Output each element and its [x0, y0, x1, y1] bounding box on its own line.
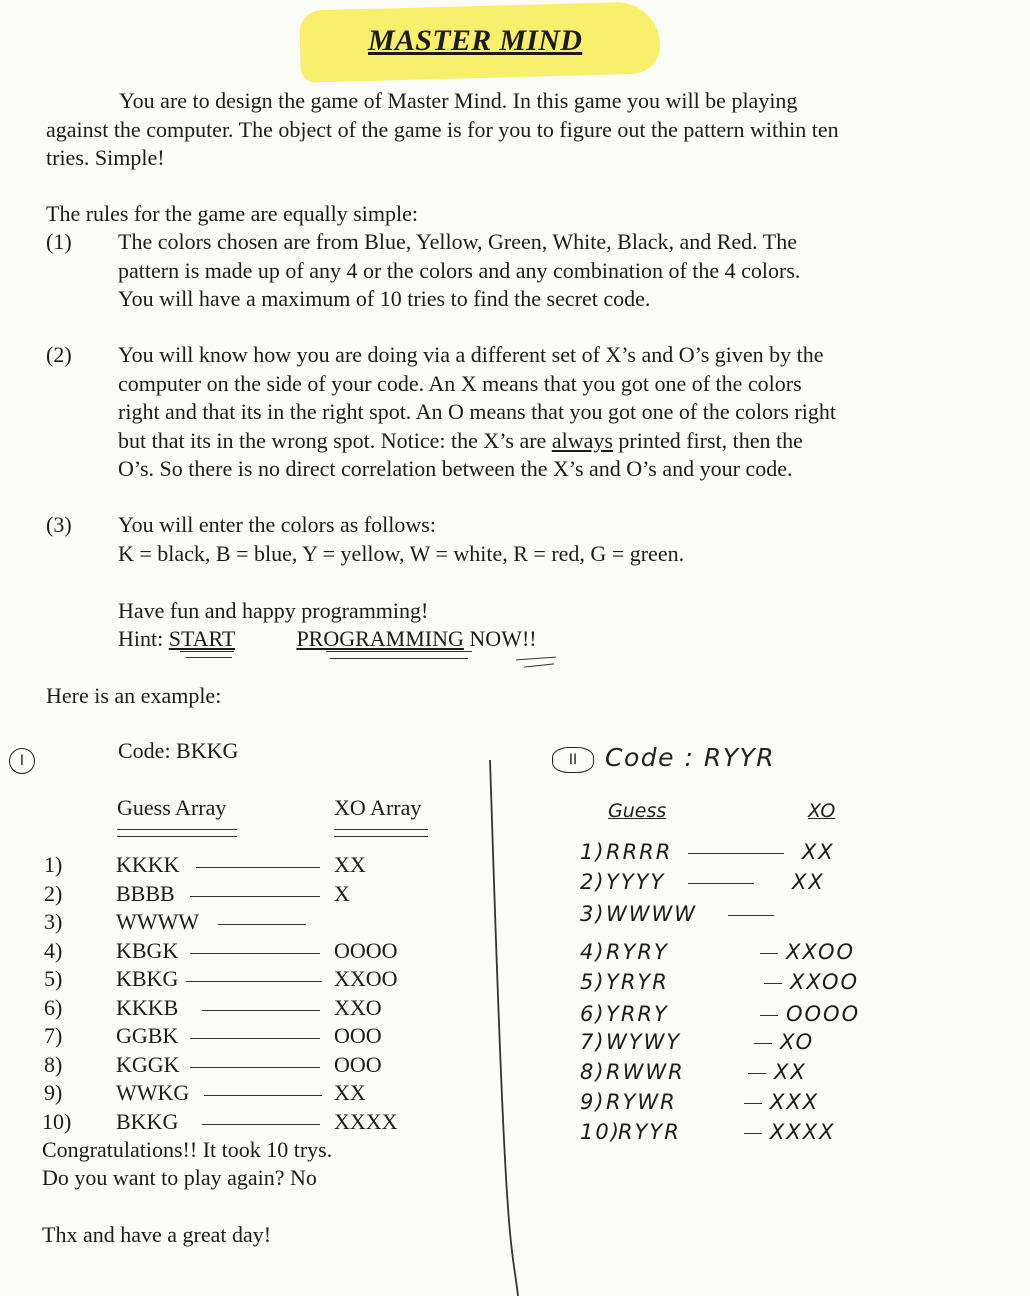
guess-cell: KKKK: [116, 852, 180, 877]
handwritten-row-number: 8): [580, 1060, 606, 1084]
rule-2-text: [118, 341, 836, 484]
table-row: [0, 880, 480, 909]
rule-2-number: (2): [46, 342, 72, 367]
handwritten-xo: OOOO: [786, 1002, 861, 1026]
handwritten-dash: [744, 1133, 762, 1134]
leader-line: [190, 1038, 320, 1039]
rule-1-number: (1): [46, 229, 72, 254]
leader-line: [204, 1095, 322, 1096]
handwritten-header-xo: XO: [808, 800, 836, 822]
intro-paragraph: [46, 87, 839, 173]
handwritten-dash: [754, 1043, 772, 1044]
handwritten-guess: RYWR: [606, 1090, 677, 1114]
rule-2-fragment: but that its in the wrong spot. Notice: the X’s are: [118, 427, 552, 453]
pen-underline-stroke: [180, 651, 234, 652]
hint-now: NOW!!: [463, 626, 537, 651]
rule-1-line: pattern is made up of any 4 or the colors and any combination of the 4 colors.: [118, 257, 801, 283]
double-rule: [117, 829, 237, 837]
handwritten-row: [580, 1120, 880, 1150]
handwritten-guess: YRRY: [606, 1002, 669, 1026]
guess-cell: KBKG: [116, 966, 179, 991]
leader-line: [190, 896, 320, 897]
intro-line-2: against the computer. The object of the game is for you to figure out the pattern within ten: [46, 116, 839, 142]
guess-cell: BBBB: [116, 880, 175, 906]
leader-line: [202, 1010, 320, 1011]
color-key-line: K = black, B = blue, Y = yellow, W = white, R = red, G = green.: [118, 540, 685, 566]
intro-line-3: tries. Simple!: [46, 145, 165, 170]
hint-label: Hint:: [118, 626, 169, 651]
example-heading: Here is an example:: [46, 683, 222, 708]
handwritten-dash: [760, 953, 778, 954]
table-row: [0, 965, 480, 994]
guess-cell: KGGK: [116, 1051, 180, 1077]
handwritten-leader-line: [688, 853, 784, 854]
hint-line: [118, 625, 684, 654]
guess-cell: KKKB: [116, 994, 179, 1020]
rule-1-text: [118, 228, 800, 314]
thanks-line: Thx and have a great day!: [42, 1222, 272, 1247]
handwritten-xo: XXOO: [786, 940, 856, 964]
guess-cell: KBGK: [116, 937, 179, 963]
handwritten-row-number: 3): [580, 902, 606, 926]
handwritten-row: [580, 1090, 880, 1120]
section-marker-ii: II: [552, 747, 594, 773]
column-header-guess-array: Guess Array: [117, 795, 227, 820]
handwritten-row: [580, 1002, 880, 1032]
rule-1-line: The colors chosen are from Blue, Yellow, Green, White, Black, and Red. The: [118, 229, 797, 254]
handwritten-xo: XXOO: [790, 970, 860, 994]
row-number: 3): [44, 909, 63, 934]
guess-cell: WWKG: [116, 1080, 190, 1105]
example-code: Code: BKKG: [118, 738, 239, 763]
row-number: 1): [44, 852, 63, 877]
rule-2-line: [118, 427, 836, 456]
pen-underline-stroke: [516, 657, 556, 661]
xo-cell: XX: [334, 1080, 366, 1105]
pen-divider-line: [488, 760, 520, 1296]
handwritten-xo: XX: [774, 1060, 807, 1084]
pen-underline-stroke: [186, 657, 232, 658]
table-row: [0, 1108, 480, 1137]
leader-line: [196, 867, 320, 868]
handwritten-leader-line: [688, 883, 754, 884]
row-number: 8): [44, 1051, 63, 1077]
have-fun-line: Have fun and happy programming!: [118, 597, 429, 623]
handwritten-leader-line: [728, 915, 774, 916]
rule-2-line: computer on the side of your code. An X means that you got one of the colors: [118, 370, 802, 396]
play-again-line: Do you want to play again? No: [42, 1165, 317, 1190]
pen-underline-stroke: [330, 658, 468, 659]
rule-2-line: O’s. So there is no direct correlation between the X’s and O’s and your code.: [118, 456, 793, 481]
hint-space: [235, 626, 241, 651]
rule-3-line: You will enter the colors as follows:: [118, 512, 436, 537]
handwritten-row-number: 10): [580, 1120, 621, 1144]
rule-3-number: (3): [46, 512, 72, 537]
table-row: [0, 937, 480, 966]
handwritten-guess: RRRR: [606, 840, 673, 864]
leader-line: [186, 981, 322, 982]
handwritten-xo: XXXX: [770, 1120, 836, 1144]
handwritten-row-number: 4): [580, 940, 606, 964]
blank-line: [118, 568, 684, 597]
rule-1-line: You will have a maximum of 10 tries to find the secret code.: [118, 286, 651, 311]
row-number: 10): [42, 1108, 72, 1134]
row-number: 6): [44, 994, 63, 1020]
handwritten-row-number: 2): [580, 870, 606, 894]
handwritten-xo: XO: [780, 1030, 815, 1054]
rule-2-line: right and that its in the right spot. An O means that you got one of the colors right: [118, 399, 836, 424]
row-number: 2): [44, 880, 63, 906]
row-number: 4): [44, 937, 63, 963]
table-row: [0, 1079, 480, 1108]
handwritten-row: [580, 970, 880, 1000]
handwritten-row: [580, 870, 880, 900]
handwritten-xo: XX: [802, 840, 835, 864]
row-number: 7): [44, 1023, 63, 1048]
column-header-xo-array: XO Array: [334, 795, 422, 820]
handwritten-row-number: 7): [580, 1030, 606, 1054]
row-number: 9): [44, 1080, 63, 1105]
leader-line: [190, 953, 320, 954]
xo-cell: XXO: [334, 994, 382, 1020]
handwritten-xo: XXX: [770, 1090, 820, 1114]
guess-cell: WWWW: [116, 909, 200, 934]
handwritten-dash: [744, 1103, 762, 1104]
handwritten-guess: RYRY: [606, 940, 669, 964]
handwritten-dash: [760, 1015, 778, 1016]
xo-cell: OOO: [334, 1023, 382, 1048]
handwritten-row-number: 9): [580, 1090, 606, 1114]
handwritten-dash: [764, 983, 782, 984]
handwritten-guess: YRYR: [606, 970, 669, 994]
handwritten-guess: YYYY: [606, 870, 666, 894]
handwritten-row: [580, 940, 880, 970]
xo-cell: XX: [334, 852, 366, 877]
pen-underline-stroke: [326, 651, 472, 652]
handwritten-guess: WYWY: [606, 1030, 682, 1054]
page-title: MASTER MIND: [368, 24, 583, 57]
congratulations-line: Congratulations!! It took 10 trys.: [42, 1137, 333, 1162]
xo-cell: X: [334, 880, 350, 906]
handwritten-row-number: 6): [580, 1002, 606, 1026]
table-row: [0, 1022, 480, 1051]
leader-line: [202, 1124, 320, 1125]
handwritten-row: [580, 902, 880, 932]
hint-programming: PROGRAMMING: [296, 626, 464, 651]
guess-cell: BKKG: [116, 1108, 179, 1134]
handwritten-row-number: 1): [580, 840, 606, 864]
table-row: [0, 908, 480, 937]
section-marker-i: I: [9, 748, 35, 774]
row-number: 5): [44, 966, 63, 991]
handwritten-xo: XX: [792, 870, 825, 894]
xo-cell: XXXX: [334, 1108, 398, 1134]
table-row: [0, 851, 480, 880]
double-rule: [334, 829, 428, 837]
rule-3-text: [118, 511, 684, 654]
hint-start: START: [168, 626, 235, 651]
table-row: [0, 994, 480, 1023]
underlined-word-always: always: [551, 427, 613, 453]
leader-line: [218, 924, 306, 925]
handwritten-guess: WWWW: [606, 902, 698, 926]
rule-2-line: You will know how you are doing via a different set of X’s and O’s given by the: [118, 342, 824, 367]
xo-cell: OOOO: [334, 937, 398, 963]
handwritten-header-guess: Guess: [608, 800, 667, 822]
xo-cell: OOO: [334, 1051, 382, 1077]
table-row: [0, 1051, 480, 1080]
rules-heading: The rules for the game are equally simple:: [46, 201, 419, 226]
pen-underline-stroke: [524, 663, 554, 667]
handwritten-row-number: 5): [580, 970, 606, 994]
guess-cell: GGBK: [116, 1023, 179, 1048]
handwritten-guess: RWWR: [606, 1060, 685, 1084]
rule-2-fragment: printed first, then the: [612, 427, 803, 453]
handwritten-code: Code : RYYR: [605, 743, 776, 772]
handwritten-guess: RYYR: [618, 1120, 681, 1144]
handwritten-row: [580, 1030, 880, 1060]
handwritten-row: [580, 1060, 880, 1090]
handwritten-row: [580, 840, 880, 870]
leader-line: [190, 1067, 320, 1068]
intro-line-1: You are to design the game of Master Mind. In this game you will be playing: [119, 88, 798, 113]
xo-cell: XXOO: [334, 966, 398, 991]
handwritten-dash: [748, 1073, 766, 1074]
